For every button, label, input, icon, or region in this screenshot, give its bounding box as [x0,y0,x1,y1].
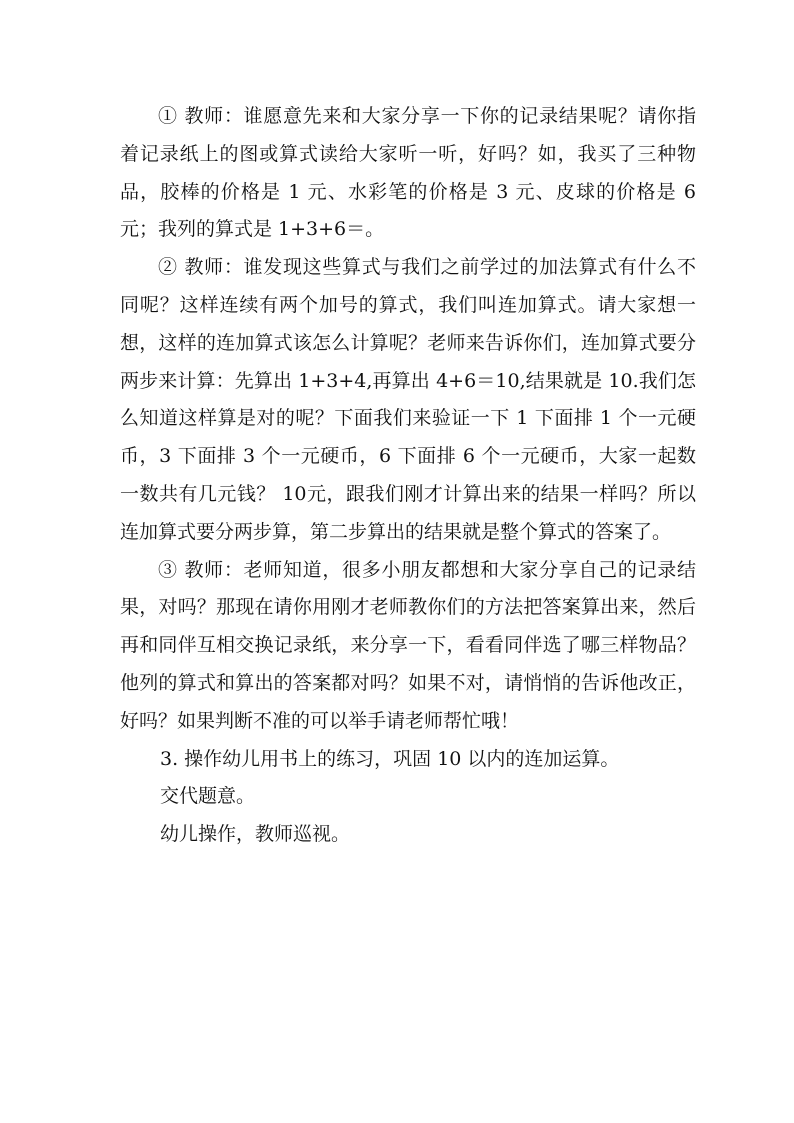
paragraph-step-3: ③ 教师：老师知道，很多小朋友都想和大家分享自己的记录结果，对吗？那现在请你用刚才老师教你们的方法把答案算出来，然后再和同伴互相交换记录纸，来分享一下，看看同伴选了哪三样物品？他列的算式和算出的答案都对吗？如果不对，请悄悄的告诉他改正，好吗？如果判断不准的可以举手请老师帮忙哦！ [120,558,696,732]
line-explain-task: 交代题意。 [160,785,256,808]
line-children-operate: 幼儿操作，教师巡视。 [160,823,351,846]
paragraph-step-2: ② 教师：谁发现这些算式与我们之前学过的加法算式有什么不同呢？这样连续有两个加号的算式，我们叫连加算式。请大家想一想，这样的连加算式该怎么计算呢？老师来告诉你们，连加算式要分两步来计算：先算出 1+3+4,再算出 4+6＝10,结果就是 10.我们怎么知道这样算是对的呢？下面我们来验证一下 1 下面排 1 个一元硬币，3 下面排 3 个一元硬币，6 下面排 6 个一元硬币，大家一起数一数共有几元钱？ 10元，跟我们刚才计算出来的结果一样吗？所以连加算式要分两步算，第二步算出的结果就是整个算式的答案了。 [120,256,696,543]
paragraph-step-1: ① 教师：谁愿意先来和大家分享一下你的记录结果呢？请你指着记录纸上的图或算式读给大家听一听，好吗？如，我买了三种物品，胶棒的价格是 1 元、水彩笔的价格是 3 元、皮球的价格是 6 元；我列的算式是 1+3+6＝。 [120,105,696,241]
line-activity-3: 3. 操作幼儿用书上的练习，巩固 10 以内的连加运算。 [160,747,620,770]
document-body [120,98,696,854]
